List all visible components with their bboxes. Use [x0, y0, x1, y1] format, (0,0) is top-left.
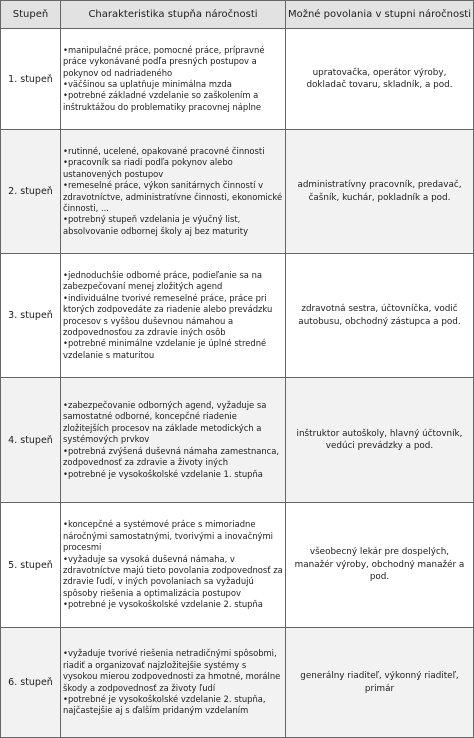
table-row — [1, 628, 474, 738]
characteristics-cell — [61, 29, 286, 130]
characteristic-item: •remeselné práce, výkon sanitárnych činností v zdravotníctve, administratívne činnosti, ekonomické činnosti, ... — [63, 180, 283, 213]
characteristic-item: •rutinné, ucelené, opakované pracovné činnosti — [63, 145, 265, 156]
characteristics-cell — [61, 503, 286, 628]
characteristic-item: •potrebné je vysokoškolské vzdelanie 1. stupňa — [63, 468, 263, 479]
level-cell: 6. stupeň — [1, 628, 61, 738]
table-row — [1, 130, 474, 254]
header-occupations: Možné povolania v stupni náročnosti — [286, 1, 474, 29]
characteristic-item: •potrebná zvýšená duševná námaha zamestnanca, zodpovednosť za zdravie a životy iných — [63, 445, 280, 468]
occupations-cell: zdravotná sestra, účtovníčka, vodič autobusu, obchodný zástupca a pod. — [286, 254, 474, 378]
level-cell: 5. stupeň — [1, 503, 61, 628]
characteristic-item: •potrebné minimálne vzdelanie je úplné stredné vzdelanie s maturitou — [63, 338, 267, 360]
characteristic-item: •potrebné je vysokoškolské vzdelanie 2. stupňa — [63, 599, 263, 610]
header-level: Stupeň — [1, 1, 61, 29]
characteristic-item: •jednoduchšie odborné práce, podieľanie sa na zabezpečovaní menej zložitých agend — [63, 269, 263, 292]
characteristic-item: •pracovník sa riadi podľa pokynov alebo ustanovených postupov — [63, 157, 233, 179]
header-characteristics: Charakteristika stupňa náročnosti — [61, 1, 286, 29]
characteristic-item: •potrebné je vysokoškolské vzdelanie 2. stupňa, najčastejšie aj s ďalším pridaným vzdelaním — [63, 693, 266, 716]
characteristic-item: •zabezpečovanie odborných agend, vyžaduje sa samostatné odborné, koncepčné riadenie zložitejších procesov na základe metodických a systémových prvkov — [63, 400, 267, 445]
characteristic-item: •vyžaduje sa vysoká duševná námaha, v zdravotníctve majú tieto povolania zodpovednosť za zdravie ľudí, v iných povolaniach sa vyžadujú spôsoby riešenia a optimalizácia postupov — [63, 553, 283, 598]
characteristic-item: •manipulačné práce, pomocné práce, prípravné práce vykonávané podľa presných postupov a pokynov od nadriadeného — [63, 44, 265, 78]
occupations-cell: všeobecný lekár pre dospelých, manažér výroby, obchodný manažér a pod. — [286, 503, 474, 628]
level-cell: 2. stupeň — [1, 130, 61, 254]
header-row — [1, 1, 474, 29]
characteristics-cell — [61, 254, 286, 378]
characteristic-item: •potrebné základné vzdelanie so zaškolením a inštruktážou do problematiky pracovnej náplne — [63, 90, 262, 112]
level-cell: 4. stupeň — [1, 378, 61, 503]
level-cell: 3. stupeň — [1, 254, 61, 378]
table-row — [1, 503, 474, 628]
characteristics-cell — [61, 130, 286, 254]
level-cell: 1. stupeň — [1, 29, 61, 130]
characteristic-item: •potrebný stupeň vzdelania je výučný list, absolvovanie odbornej školy aj bez maturity — [63, 214, 249, 236]
occupations-cell: generálny riaditeľ, výkonný riaditeľ, primár — [286, 628, 474, 738]
table-row — [1, 254, 474, 378]
characteristic-item: •väčšinou sa uplatňuje minimálna mzda — [63, 79, 232, 89]
characteristics-cell — [61, 628, 286, 738]
characteristic-item: •koncepčné a systémové práce s mimoriadne náročnými samostatnými, tvorivými a inovačnými procesmi — [63, 519, 273, 553]
occupations-cell: upratovačka, operátor výroby, dokladač tovaru, skladník, a pod. — [286, 29, 474, 130]
characteristic-item: •individuálne tvorivé remeselné práce, práce pri ktorých zodpovedáte za riadenie alebo prevádzku procesov s vyššou duševnou námahou a zodpovednosťou za zdravie iných osôb — [63, 292, 273, 337]
occupations-cell: administratívny pracovník, predavač, čašník, kuchár, pokladník a pod. — [286, 130, 474, 254]
characteristic-item: •vyžaduje tvorivé riešenia netradičnými spôsobmi, riadiť a organizovať najzložitejšie systémy s vysokou mierou zodpovednosti za hmotné, morálne škody a zodpovednosť za životy ľudí — [63, 648, 281, 693]
table-row — [1, 29, 474, 130]
occupations-cell: inštruktor autoškoly, hlavný účtovník, vedúci prevádzky a pod. — [286, 378, 474, 503]
table-row — [1, 378, 474, 503]
characteristics-cell — [61, 378, 286, 503]
